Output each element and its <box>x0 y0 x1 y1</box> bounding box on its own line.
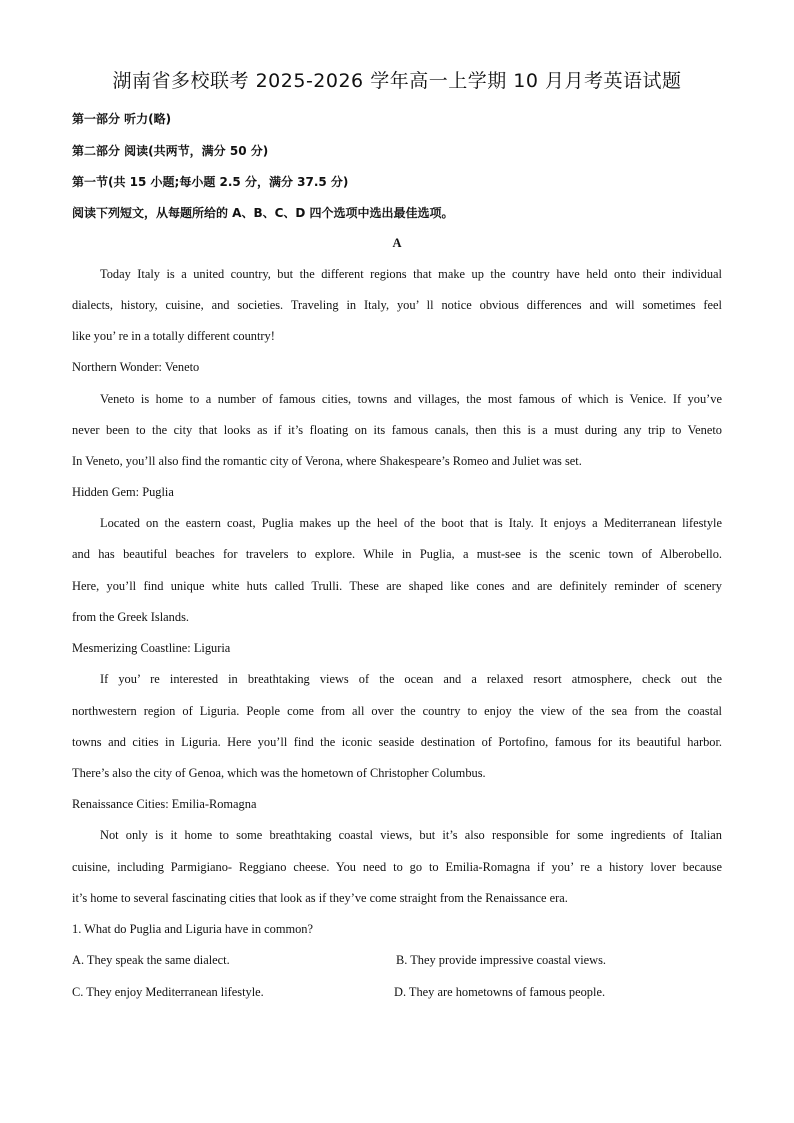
question-stem: 1. What do Puglia and Liguria have in common? <box>72 922 313 936</box>
part1-heading: 第一部分 听力(略) <box>72 112 172 126</box>
option-c: C. They enjoy Mediterranean lifestyle. <box>72 985 264 999</box>
paragraph-line: it’s home to several fascinating cities that look as if they’ve come straight from the Renaissance era. <box>72 891 568 905</box>
paragraph-line: towns and cities in Liguria. Here you’ll find the iconic seaside destination of Portofino, famous for its beautiful harbor. <box>72 735 722 749</box>
option-d: D. They are hometowns of famous people. <box>394 985 606 999</box>
paragraph-line: There’s also the city of Genoa, which was the hometown of Christopher Columbus. <box>72 766 486 780</box>
paragraph-line: If you’ re interested in breathtaking views of the ocean and a relaxed resort atmosphere, check out the <box>100 672 722 686</box>
section-heading-liguria: Mesmerizing Coastline: Liguria <box>72 641 231 655</box>
passage-label: A <box>392 236 402 250</box>
paragraph-line: never been to the city that looks as if it’s floating on its famous canals, then this is a must during any trip to Veneto <box>72 423 722 437</box>
part2-heading: 第二部分 阅读(共两节，满分 50 分) <box>72 144 269 158</box>
page-title: 湖南省多校联考 2025-2026 学年高一上学期 10 月月考英语试题 <box>112 70 682 92</box>
paragraph-line: Veneto is home to a number of famous cities, towns and villages, the most famous of which is Venice. If you’ve <box>100 392 722 406</box>
paragraph-line: dialects, history, cuisine, and societies. Traveling in Italy, you’ ll notice obvious differences and will sometimes feel <box>72 298 722 312</box>
paragraph-line: Located on the eastern coast, Puglia makes up the heel of the boot that is Italy. It enjoys a Mediterranean lifestyle <box>100 516 722 530</box>
paragraph-line: and has beautiful beaches for travelers to explore. While in Puglia, a must-see is the scenic town of Alberobello. <box>72 547 722 561</box>
paragraph-line: In Veneto, you’ll also find the romantic city of Verona, where Shakespeare’s Romeo and Juliet was set. <box>72 454 582 468</box>
option-b: B. They provide impressive coastal views. <box>396 953 607 967</box>
section-heading-emilia: Renaissance Cities: Emilia-Romagna <box>72 797 257 811</box>
paragraph-line: from the Greek Islands. <box>72 610 189 624</box>
paragraph-line: Today Italy is a united country, but the different regions that make up the country have held onto their individual <box>100 267 722 281</box>
paragraph-line: Here, you’ll find unique white huts called Trulli. These are shaped like cones and are definitely reminder of scenery <box>72 579 722 593</box>
section-heading-puglia: Hidden Gem: Puglia <box>72 485 174 499</box>
paragraph-line: northwestern region of Liguria. People come from all over the country to enjoy the view of the sea from the coastal <box>72 704 722 718</box>
paragraph-line: like you’ re in a totally different country! <box>72 329 275 343</box>
section1-heading: 第一节(共 15 小题;每小题 2.5 分，满分 37.5 分) <box>72 175 349 189</box>
option-a: A. They speak the same dialect. <box>72 953 230 967</box>
paragraph-line: cuisine, including Parmigiano- Reggiano cheese. You need to go to Emilia-Romagna if you’ re a history lover because <box>72 860 722 874</box>
section-heading-veneto: Northern Wonder: Veneto <box>72 360 200 374</box>
paragraph-line: Not only is it home to some breathtaking coastal views, but it’s also responsible for some ingredients of Italian <box>100 828 722 842</box>
instruction-text: 阅读下列短文，从每题所给的 A、B、C、D 四个选项中选出最佳选项。 <box>72 206 454 220</box>
